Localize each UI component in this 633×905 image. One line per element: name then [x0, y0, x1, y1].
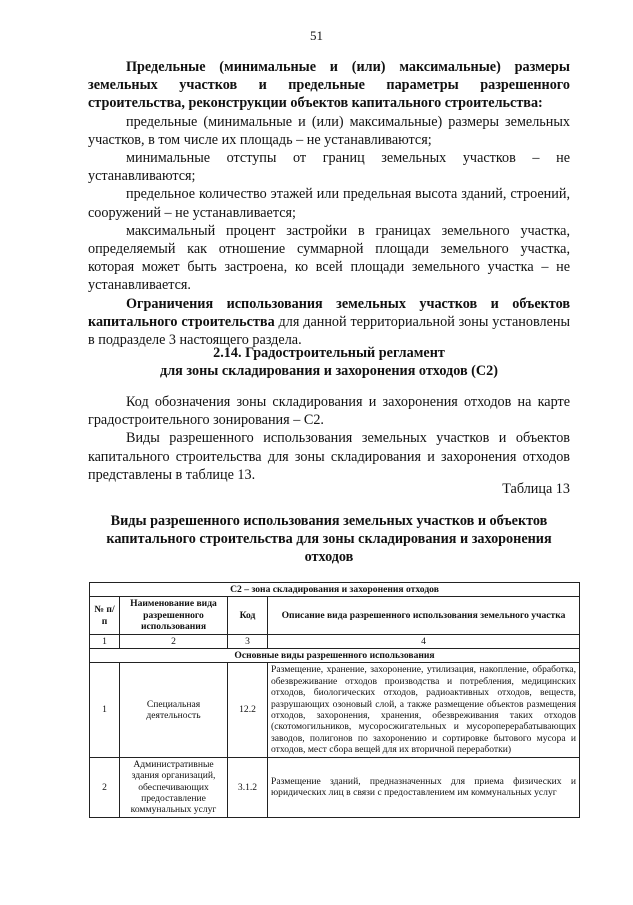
column-number: 1	[90, 634, 120, 648]
parameter-coverage: максимальный процент застройки в границах земельного участка, определяемый как отношение суммарной площади земельного участка, которая может быть застроена, ко всей площади земельного участка – не устанавливается.	[88, 222, 570, 294]
row-number: 1	[90, 663, 120, 757]
row-description: Размещение, хранение, захоронение, утилизация, накопление, обработка, обезвреживание отходов производства и потребления, медицинских отходов, биологических отходов, радиоактивных отходов, веществ, разрушающих озоновый слой, а также размещение объектов размещения отходов, захоронения, хранения, обезвреживания таких отходов (скотомогильников, мусоросжигательных и мусороперерабатывающих заводов, полигонов по захоронению и сортировке бытового мусора и отходов, мест сбора вещей для их вторичной переработки)	[268, 663, 580, 757]
header-description: Описание вида разрешенного использования земельного участка	[268, 597, 580, 634]
zone-parameters-block	[88, 58, 570, 349]
row-name: Административные здания организаций, обеспечивающих предоставление коммунальных услуг	[120, 757, 228, 817]
zone-code-paragraph: Код обозначения зоны складирования и захоронения отходов на карте градостроительного зонирования – С2.	[88, 394, 570, 429]
row-code: 3.1.2	[228, 757, 268, 817]
parameters-heading: Предельные (минимальные и (или) максимальные) размеры земельных участков и предельные параметры разрешенного строительства, реконструкции объектов капитального строительства:	[88, 59, 570, 112]
parameter-setbacks: минимальные отступы от границ земельных участков – не устанавливаются;	[88, 150, 570, 185]
restrictions-paragraph	[88, 295, 570, 350]
table-title: Виды разрешенного использования земельных участков и объектов капитального строительства для зоны складирования и захоронения отходов	[106, 513, 552, 566]
usage-types-paragraph: Виды разрешенного использования земельных участков и объектов капитального строительства для зоны складирования и захоронения отходов представлены в таблице 13.	[88, 430, 570, 483]
table-column-numbers-row	[90, 634, 580, 648]
header-number: № п/п	[90, 597, 120, 634]
restrictions-bold: Ограничения использования земельных участков и объектов капитального строительства	[88, 295, 570, 330]
row-description: Размещение зданий, предназначенных для приема физических и юридических лиц в связи с предоставлением им коммунальных услуг	[268, 757, 580, 817]
column-number: 3	[228, 634, 268, 648]
group-title: Основные виды разрешенного использования	[90, 649, 580, 663]
usage-table	[89, 582, 580, 818]
row-name: Специальная деятельность	[120, 663, 228, 757]
section-title-line1: 2.14. Градостроительный регламент	[213, 345, 445, 361]
section-title-line2: для зоны складирования и захоронения отходов (С2)	[160, 363, 498, 380]
section-body	[88, 393, 570, 484]
header-name: Наименование вида разрешенного использования	[120, 597, 228, 634]
parameter-plot-size: предельные (минимальные и (или) максимальные) размеры земельных участков, в том числе их площадь – не устанавливаются;	[88, 113, 570, 148]
header-code: Код	[228, 597, 268, 634]
table-row	[90, 663, 580, 757]
table-header-row	[90, 597, 580, 634]
table-group-row	[90, 649, 580, 663]
row-number: 2	[90, 757, 120, 817]
parameter-floors: предельное количество этажей или предельная высота зданий, строений, сооружений – не устанавливается;	[88, 186, 570, 221]
table-caption: С2 – зона складирования и захоронения отходов	[90, 583, 580, 597]
table-caption-row	[90, 583, 580, 597]
section-title	[88, 344, 570, 380]
column-number: 2	[120, 634, 228, 648]
row-code: 12.2	[228, 663, 268, 757]
table-label: Таблица 13	[502, 481, 570, 497]
column-number: 4	[268, 634, 580, 648]
restrictions-rest: для данной территориальной зоны установлены в подразделе 3 настоящего раздела.	[88, 313, 570, 349]
page-number: 51	[310, 28, 323, 43]
table-row	[90, 757, 580, 817]
